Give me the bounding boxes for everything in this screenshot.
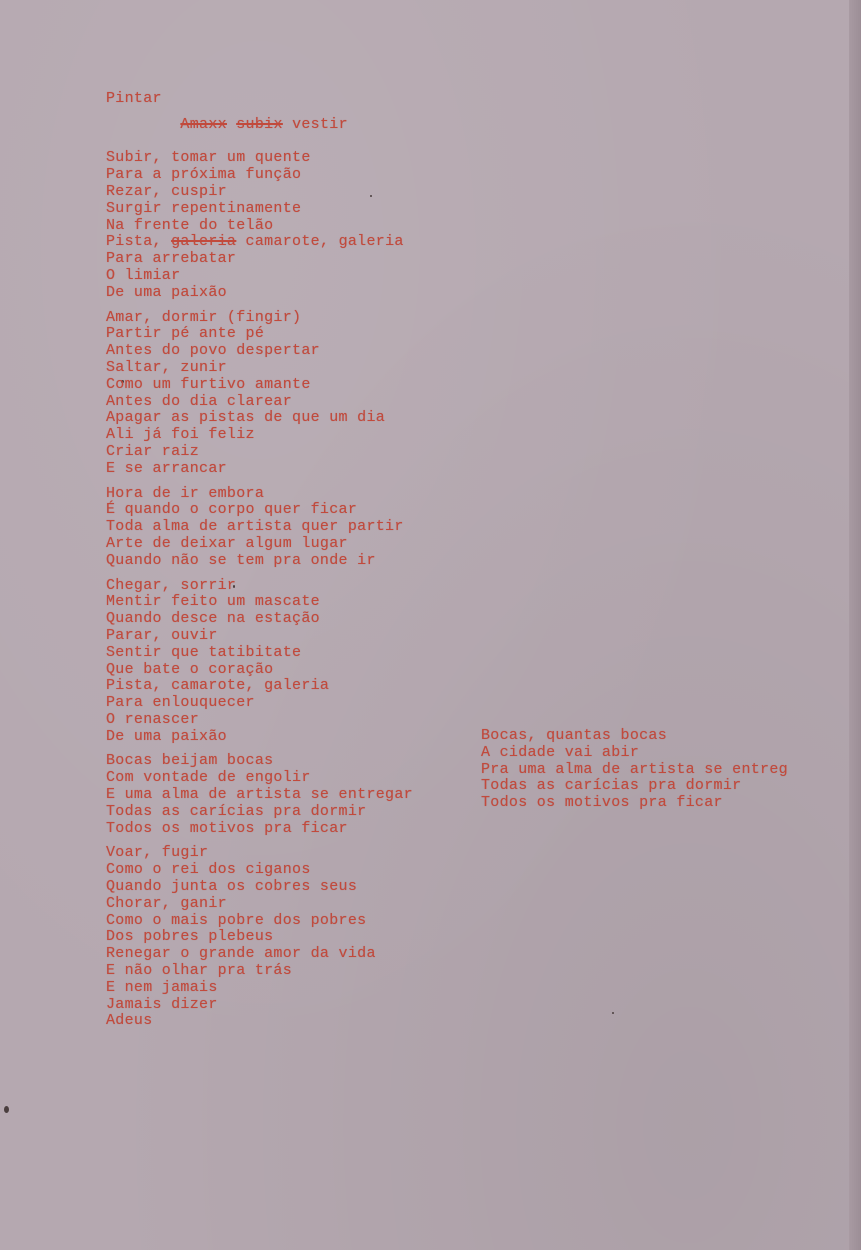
lyric-line: O renascer — [106, 710, 200, 728]
lyric-line: De uma paixão — [106, 283, 227, 301]
lyric-line: Subir, tomar um quente — [106, 149, 311, 167]
stanza-4 — [106, 578, 466, 746]
lyric-line: O limiar — [106, 266, 181, 284]
first-line-rest: vestir — [282, 115, 348, 133]
lyric-line: Para enlouquecer — [106, 694, 255, 712]
lyric-line: Com vontade de engolir — [106, 769, 311, 787]
lyric-line: Rezar, cuspir — [106, 182, 227, 200]
stanza-5-alternate — [481, 728, 821, 812]
lyric-line: Renegar o grande amor da vida — [106, 945, 376, 963]
lyric-line: Partir pé ante pé — [106, 325, 265, 343]
lyric-line: Ali já foi feliz — [106, 426, 255, 444]
stanza-1 — [106, 90, 466, 302]
lyric-line: Bocas, quantas bocas — [481, 727, 668, 744]
lyric-line: Apagar as pistas de que um dia — [106, 409, 386, 427]
lyric-line: Na frente do telão — [106, 216, 274, 234]
lyric-line: Amar, dormir (fingir) — [106, 308, 302, 326]
lyric-line: Todas as carícias pra dormir — [106, 802, 367, 820]
lyric-line: Hora de ir embora — [106, 484, 265, 502]
paper-speck — [612, 1012, 614, 1014]
lyric-line: E se arrancar — [106, 459, 227, 477]
lyric-line: Quando não se tem pra onde ir — [106, 551, 376, 569]
lyric-line: Saltar, zunir — [106, 358, 227, 376]
overtyped-word: Pintar — [106, 90, 162, 107]
lyric-line: Bocas beijam bocas — [106, 752, 274, 770]
lyric-line: Sentir que tatibitate — [106, 643, 302, 661]
struck-word: Amaxx — [180, 115, 227, 133]
paper-edge — [849, 0, 861, 1250]
first-line-gap — [227, 116, 236, 133]
lyric-line: Parar, ouvir — [106, 626, 218, 644]
first-line — [106, 90, 466, 150]
lyric-line: Quando desce na estação — [106, 610, 320, 628]
lyric-line: Antes do dia clarear — [106, 392, 293, 410]
lyric-line: De uma paixão — [106, 727, 227, 745]
lyric-line: Para arrebatar — [106, 250, 237, 268]
lyric-line: Voar, fugir — [106, 844, 209, 862]
struck-word: galeria — [171, 233, 237, 251]
lyric-line: Todos os motivos pra ficar — [106, 819, 348, 837]
lyric-line: Pra uma alma de artista se entreg — [481, 760, 788, 778]
pista-before: Pista, — [106, 233, 172, 251]
lyric-line: A cidade vai abir — [481, 743, 640, 761]
lyric-line: Adeus — [106, 1012, 153, 1030]
alternate-stanza-column — [481, 728, 821, 812]
main-lyrics-column — [106, 90, 466, 1030]
lyric-line: Para a próxima função — [106, 166, 302, 184]
lyric-line: É quando o corpo quer ficar — [106, 501, 358, 519]
lyric-line: Quando junta os cobres seus — [106, 878, 358, 896]
lyric-line: Todos os motivos pra ficar — [481, 794, 723, 812]
lyric-line: Dos pobres plebeus — [106, 928, 274, 946]
lyric-line: Pista, camarote, galeria — [106, 677, 330, 695]
stanza-2 — [106, 310, 466, 478]
pista-after: camarote, galeria — [236, 233, 404, 251]
stanza-3 — [106, 486, 466, 570]
lyric-line: Todas as carícias pra dormir — [481, 777, 742, 795]
lyric-line: Surgir repentinamente — [106, 199, 302, 217]
stanza-6 — [106, 845, 466, 1030]
lyric-line: Jamais dizer — [106, 995, 218, 1013]
lyric-line: Arte de deixar algum lugar — [106, 534, 348, 552]
lyric-line: Chorar, ganir — [106, 894, 227, 912]
lyric-line: Chegar, sorrir — [106, 576, 237, 594]
lyric-line: E uma alma de artista se entregar — [106, 786, 413, 804]
lyric-line: Criar raiz — [106, 442, 200, 460]
lyric-line: E nem jamais — [106, 978, 218, 996]
paper-speck — [4, 1106, 9, 1113]
lyric-line: Como o rei dos ciganos — [106, 861, 311, 879]
pista-line — [106, 234, 466, 251]
stanza-5 — [106, 753, 466, 837]
lyric-line: Toda alma de artista quer partir — [106, 518, 404, 536]
lyric-line: Mentir feito um mascate — [106, 593, 320, 611]
struck-word: subix — [236, 115, 283, 133]
lyric-line: Como o mais pobre dos pobres — [106, 911, 367, 929]
lyric-line: Como um furtivo amante — [106, 375, 311, 393]
lyric-line: E não olhar pra trás — [106, 962, 293, 980]
lyric-line: Que bate o coração — [106, 660, 274, 678]
lyric-line: Antes do povo despertar — [106, 342, 320, 360]
